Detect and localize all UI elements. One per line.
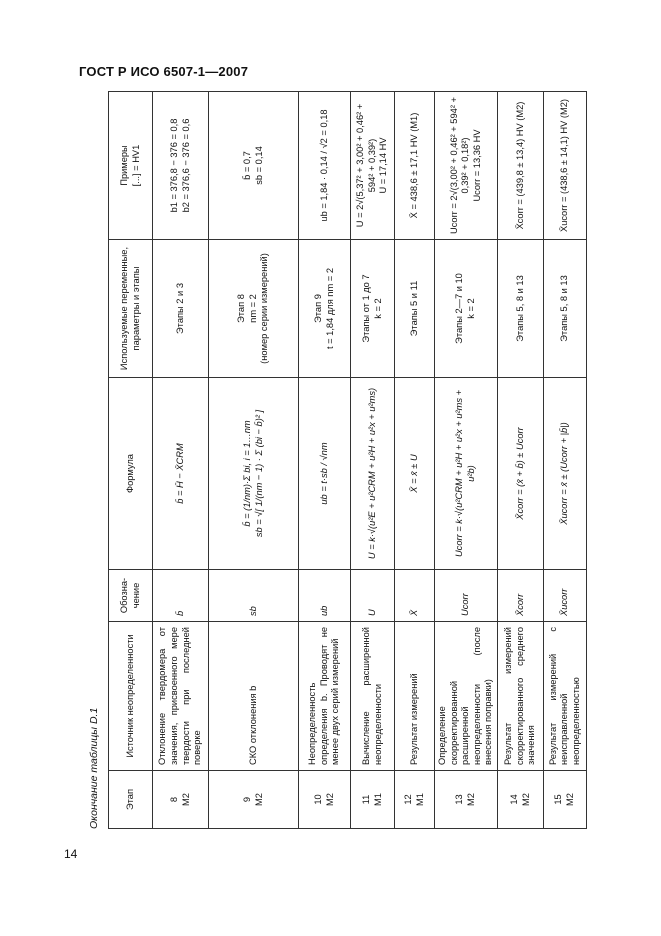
cell-formula: b̄ = (1/nm)·Σ bi, i = 1…nm sb = √[ 1/(nm − 1) · Σ (bi − b̄)² ] (209, 378, 299, 570)
table-header-row (109, 92, 153, 829)
uncertainty-table (108, 91, 587, 829)
cell-variables: Этапы 5, 8 и 13 (498, 240, 544, 378)
cell-example: X̄ucorr = (438,6 ± 14,1) HV (M2) (544, 92, 587, 240)
cell-source: СКО отклонения b (209, 622, 299, 771)
table-row (395, 92, 435, 829)
cell-variables: Этапы 5 и 11 (395, 240, 435, 378)
cell-example: b1 = 376,8 − 376 = 0,8 b2 = 376,6 − 376 = 0,6 (153, 92, 209, 240)
table-row (153, 92, 209, 829)
cell-designation: X̄corr (498, 570, 544, 622)
cell-source: Вычисление расширенной неопределенности (351, 622, 395, 771)
cell-variables: Этапы 2 и 3 (153, 240, 209, 378)
cell-source: Результат измерений с неисправленной неопределенностью (544, 622, 587, 771)
cell-source: Определение скорректированной расширенной неопределенности (после внесения поправки) (435, 622, 498, 771)
cell-stage: 10 M2 (299, 771, 351, 829)
cell-variables: Этап 9 t = 1,84 для nm = 2 (299, 240, 351, 378)
cell-stage: 15 M2 (544, 771, 587, 829)
header-variables: Используемые переменные, параметры и этапы (109, 240, 153, 378)
cell-example: U = 2√(5,37² + 3,00² + 0,46² + 594² + 0,39²) U = 17,14 HV (351, 92, 395, 240)
cell-stage: 14 M2 (498, 771, 544, 829)
cell-variables: Этапы от 1 до 7 k = 2 (351, 240, 395, 378)
table-row (435, 92, 498, 829)
cell-variables: Этап 8 nm = 2 (номер серии измерений) (209, 240, 299, 378)
cell-formula: X̄corr = (x̄ + b̄) ± Ucorr (498, 378, 544, 570)
table-caption: Окончание таблицы D.1 (88, 707, 100, 829)
cell-formula: b̄ = H̄ − X̄CRM (153, 378, 209, 570)
header-stage: Этап (109, 771, 153, 829)
cell-formula: X̄ucorr = x̄ ± (Ucorr + |b̄|) (544, 378, 587, 570)
cell-example: Ucorr = 2√(3,00² + 0,46² + 594² + 0,39² + 0,18²) Ucorr = 13,36 HV (435, 92, 498, 240)
cell-formula: Ucorr = k·√(u²CRM + u²H + u²x + u²ms + u²b) (435, 378, 498, 570)
header-source: Источник неопределенности (109, 622, 153, 771)
table-row (544, 92, 587, 829)
header-designation: Обозна- чение (109, 570, 153, 622)
cell-example: ub = 1,84 · 0,14 / √2 = 0,18 (299, 92, 351, 240)
cell-stage: 12 M1 (395, 771, 435, 829)
cell-variables: Этапы 5, 8 и 13 (544, 240, 587, 378)
cell-source: Результат измерений скорректированного среднего значения (498, 622, 544, 771)
cell-source: Отклонение твердомера от значения, присвоенного мере твердости при последней поверке (153, 622, 209, 771)
cell-stage: 9 M2 (209, 771, 299, 829)
cell-designation: U (351, 570, 395, 622)
cell-stage: 13 M2 (435, 771, 498, 829)
cell-variables: Этапы 2—7 и 10 k = 2 (435, 240, 498, 378)
cell-example: b̄ = 0,7 sb = 0,14 (209, 92, 299, 240)
cell-designation: X̄ (395, 570, 435, 622)
cell-formula: X̄ = x̄ ± U (395, 378, 435, 570)
rotated-table-block (88, 92, 585, 829)
header-formula: Формула (109, 378, 153, 570)
cell-example: X̄ = 438,6 ± 17,1 HV (M1) (395, 92, 435, 240)
cell-designation: X̄ucorr (544, 570, 587, 622)
table-row (351, 92, 395, 829)
table-row (209, 92, 299, 829)
header-examples: Примеры [...] = HV1 (109, 92, 153, 240)
cell-source: Результат измерений (395, 622, 435, 771)
document-header: ГОСТ Р ИСО 6507-1—2007 (79, 64, 249, 79)
cell-designation: ub (299, 570, 351, 622)
cell-example: X̄corr = (439,8 ± 13,4) HV (M2) (498, 92, 544, 240)
cell-stage: 8 M2 (153, 771, 209, 829)
table-row (498, 92, 544, 829)
cell-formula: ub = t·sb / √nm (299, 378, 351, 570)
cell-designation: Ucorr (435, 570, 498, 622)
table-row (299, 92, 351, 829)
cell-designation: b̄ (153, 570, 209, 622)
cell-source: Неопределенность определения b. Проводят не менее двух серий измерений (299, 622, 351, 771)
page-number: 14 (64, 847, 78, 861)
cell-stage: 11 M1 (351, 771, 395, 829)
cell-designation: sb (209, 570, 299, 622)
cell-formula: U = k·√(u²E + u²CRM + u²H + u²x + u²ms) (351, 378, 395, 570)
